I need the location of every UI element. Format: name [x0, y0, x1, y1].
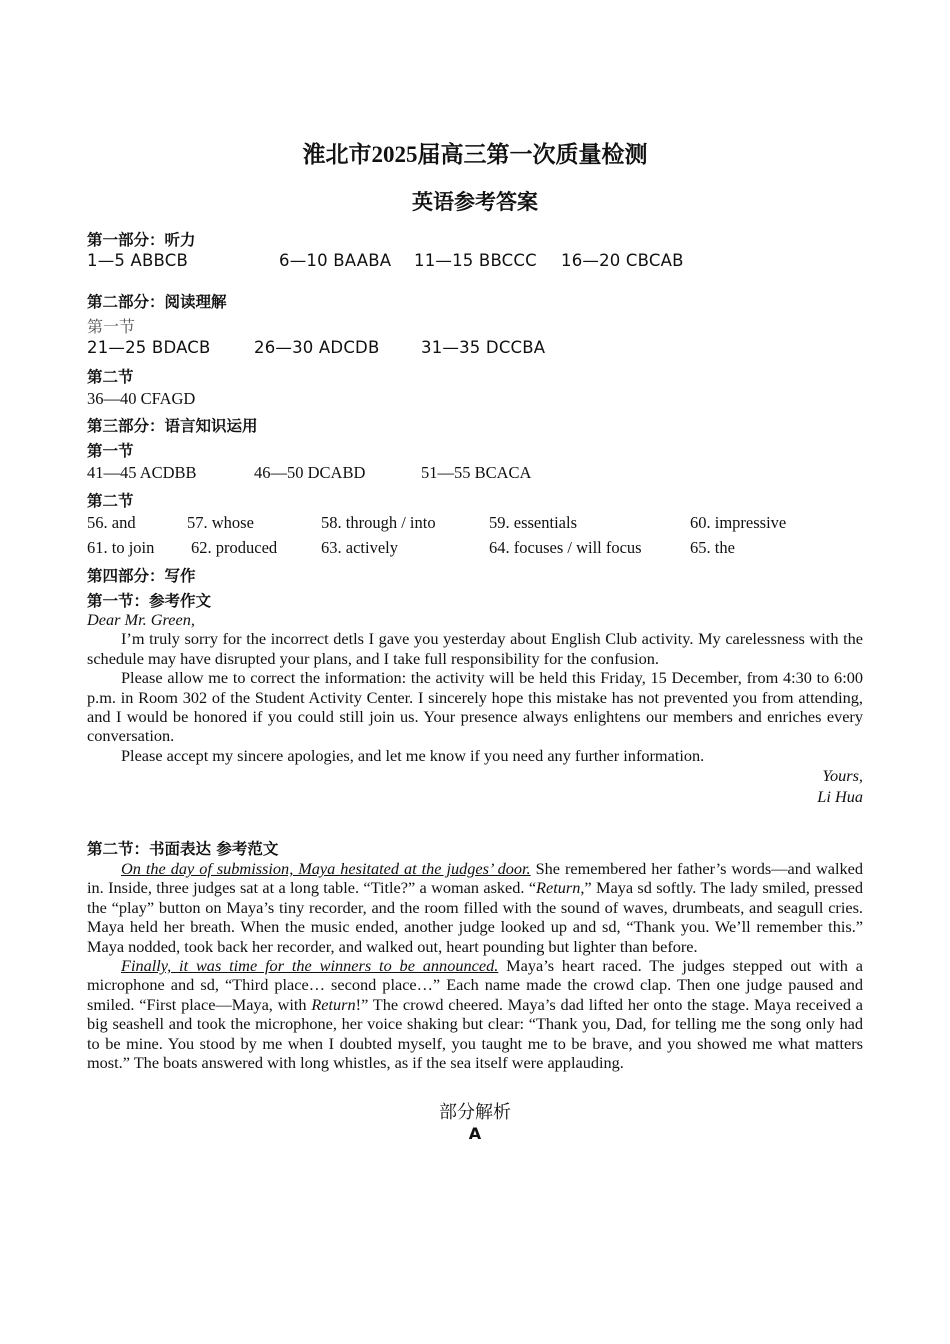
essay-text: !” The crowd cheered. Maya’s dad lifted her onto the stage. Maya received a big seashell and took the microphone, her voice shaking but clear: “Thank you, Dad, for telling me the song only had to be mine. You stood by me when I doubted myself, you taught me to be brave, and you showed me what matters most.” The boats answered with long whistles, as if the sea itself were applauding. [87, 994, 863, 1073]
essay-text: Maya’s heart raced. The judges stepped out with a microphone and sd, “Third place… second place…” Each name made the crowd clap. Then one judge paused and smiled. “First place—Maya, with [87, 956, 864, 1014]
answer-item: 64. focuses / will focus [489, 538, 642, 557]
answer-item: 62. produced [191, 538, 278, 557]
answer-item: 60. impressive [690, 513, 787, 532]
letter-signature: Li Hua [817, 787, 863, 807]
answer-item: 57. whose [187, 513, 254, 532]
answer-item: 65. the [690, 538, 735, 557]
analysis-heading: 部分解析 [439, 1102, 511, 1122]
part3-heading: 第三部分：语言知识运用 [87, 417, 258, 435]
answer-group: 11—15 BBCCC [414, 251, 537, 270]
answer-group: 1—5 ABBCB [87, 251, 189, 270]
answer-item: 61. to join [87, 538, 155, 557]
analysis-label: A [468, 1124, 482, 1143]
part4-sec2-heading: 第二节：书面表达 参考范文 [87, 840, 279, 858]
essay-text: ,” Maya sd softly. The lady smiled, pressed the “play” button on Maya’s tiny recorder, and the room filled with the sound of waves, drumbeats, and seagull cries. Maya held her breath. When the music ended, another judge looked up and sd, “Thank you. We’ll remember this.” Maya nodded, took back her recorder, and walked out, heart pounding but lighter than before. [87, 878, 863, 956]
answer-group: 6—10 BAABA [279, 251, 392, 270]
answer-item: 59. essentials [489, 513, 577, 532]
letter-greeting: Dear Mr. Green, [87, 610, 195, 629]
letter-paragraph: Please allow me to correct the information: the activity will be held this Friday, 15 December, from 4:30 to 6:00 p.m. in Room 302 of the Student Activity Center. I sincerely hope this mistake has not prevented you from attending, and I would be honored if you could still join us. Your presence always enlightens our members and enriches every conversation. [87, 668, 863, 746]
answer-group: 21—25 BDACB [87, 338, 211, 357]
part2-sec1-heading: 第一节 [87, 319, 136, 336]
answer-group: 51—55 BCACA [421, 463, 532, 482]
answer-item: 58. through / into [321, 513, 436, 532]
part2-heading: 第二部分：阅读理解 [87, 293, 227, 311]
part4-heading: 第四部分：写作 [87, 567, 196, 585]
part3-sec1-heading: 第一节 [87, 442, 134, 460]
essay-lead-sentence: On the day of submission, Maya hesitated at the judges’ door. [121, 859, 531, 878]
essay [87, 859, 863, 1072]
essay-paragraph [87, 956, 863, 1072]
part2-sec2-heading: 第二节 [87, 368, 134, 386]
essay-song-title: Return [536, 878, 581, 898]
letter-paragraph: Please accept my sincere apologies, and let me know if you need any further information. [121, 745, 705, 765]
part2-sec2-answers: 36—40 CFAGD [87, 389, 196, 408]
answer-group: 26—30 ADCDB [254, 338, 380, 357]
part3-sec2-heading: 第二节 [87, 492, 134, 510]
part4-sec1-heading: 第一节：参考作文 [87, 592, 212, 610]
essay-song-title: Return [311, 994, 356, 1014]
essay-paragraph [87, 859, 863, 956]
answer-item: 63. actively [321, 538, 398, 557]
answer-group: 41—45 ACDBB [87, 463, 197, 482]
letter-closing: Yours, [822, 766, 863, 786]
answer-group: 16—20 CBCAB [561, 251, 684, 270]
letter [87, 610, 863, 807]
essay-text: She remembered her father’s words—and walked in. Inside, three judges sat at a long table. “Title?” a woman asked. “ [87, 859, 863, 898]
page-title: 淮北市2025届高三第一次质量检测 [302, 142, 648, 167]
answer-item: 56. and [87, 513, 136, 532]
answer-group: 31—35 DCCBA [421, 338, 546, 357]
essay-lead-sentence: Finally, it was time for the winners to be announced. [121, 956, 499, 976]
letter-paragraph: I’m truly sorry for the incorrect detls I gave you yesterday about English Club activity. My carelessness with the schedule may have disrupted your plans, and I take full responsibility for the confusion. [87, 629, 863, 668]
page-subtitle: 英语参考答案 [412, 190, 538, 214]
part1-heading: 第一部分：听力 [87, 231, 196, 249]
answer-group: 46—50 DCABD [254, 463, 366, 482]
